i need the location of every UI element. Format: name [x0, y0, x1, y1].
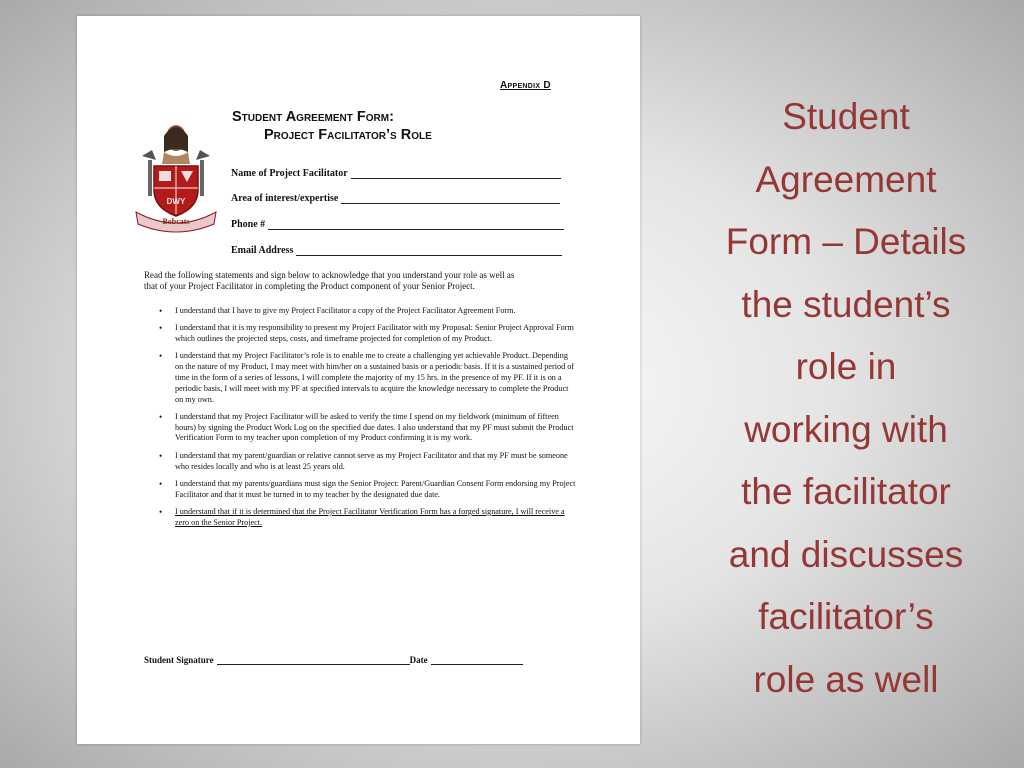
caption-line: the facilitator: [741, 471, 951, 512]
signature-label: Student Signature: [144, 655, 214, 665]
area-of-interest-field[interactable]: [231, 193, 560, 204]
crest-shield-text: DWY: [166, 197, 186, 206]
email-line: [296, 254, 562, 256]
facilitator-name-field[interactable]: [231, 168, 561, 179]
caption-line: Form – Details: [725, 221, 967, 262]
signature-row: [144, 655, 523, 665]
caption-line: role in: [795, 346, 897, 387]
phone-field[interactable]: [231, 219, 564, 230]
date-label: Date: [409, 655, 428, 665]
list-item: [157, 507, 577, 529]
caption-line: working with: [744, 408, 948, 450]
bullet-icon: •: [159, 506, 163, 517]
caption-line: and discusses: [728, 533, 964, 575]
phone-label: Phone #: [231, 219, 266, 230]
instructions-line2: that of your Project Facilitator in completing the Product component of your Senior Project.: [144, 281, 475, 291]
area-of-interest-label: Area of interest/expertise: [231, 193, 339, 204]
instructions-paragraph: [144, 270, 574, 292]
list-item: [157, 351, 577, 405]
slide-caption: [688, 86, 1004, 711]
form-title-line2: Project Facilitator’s Role: [264, 127, 432, 143]
caption-line: the student’s: [741, 283, 951, 325]
caption-line: role as well: [753, 658, 939, 700]
statement-text: I understand that my parent/guardian or relative cannot serve as my Project Facilitator and that my PF must be someone who resides locally and who is at least 25 years old.: [175, 450, 568, 471]
appendix-label: Appendix D: [500, 80, 551, 91]
instructions-line1: Read the following statements and sign below to acknowledge that you understand your role as well as: [144, 270, 515, 280]
bullet-icon: •: [159, 450, 163, 461]
school-crest-logo: [134, 116, 218, 234]
list-item: [157, 412, 577, 444]
list-item: [157, 451, 577, 473]
bullet-icon: •: [159, 306, 163, 316]
date-line[interactable]: [431, 663, 523, 665]
email-label: Email Address: [231, 245, 294, 256]
form-title-line1: Student Agreement Form:: [232, 109, 394, 125]
email-field[interactable]: [231, 245, 562, 256]
bullet-icon: •: [159, 351, 163, 362]
statement-text: I understand that my Project Facilitator will be asked to verify the time I spend on my fieldwork (minimum of fifteen hours) by signing the Product Work Log on the specified due dates. I also understand that my PF must submit the Product Verification Form to my teacher upon completion of my Product confirming it is my work.: [175, 411, 574, 443]
bullet-icon: •: [159, 411, 163, 422]
signature-line[interactable]: [217, 663, 410, 665]
caption-line: facilitator’s: [758, 596, 934, 637]
phone-line: [268, 228, 564, 230]
facilitator-name-label: Name of Project Facilitator: [231, 168, 348, 179]
area-of-interest-line: [341, 202, 560, 204]
statement-text: I understand that if it is determined that the Project Facilitator Verification Form has a forged signature, I will receive a zero on the Senior Project.: [175, 506, 565, 527]
statement-text: I understand that I have to give my Project Facilitator a copy of the Project Facilitator Agreement Form.: [175, 306, 516, 315]
document-page: [77, 16, 640, 744]
bullet-icon: •: [159, 323, 163, 334]
agreement-statements-list: [157, 306, 577, 535]
list-item: [157, 306, 577, 317]
statement-text: I understand that it is my responsibility to present my Project Facilitator with my Proposal: Senior Project Approval Form which outlines the projected steps, costs, and timeframe projected for completion of my Product.: [175, 323, 574, 344]
caption-line: Student: [782, 96, 910, 137]
list-item: [157, 323, 577, 345]
statement-text: I understand that my Project Facilitator’s role is to enable me to create a challenging yet achievable Product. Depending on the nature of my Product, I may meet with him/her on a sustained basis or a periodic basis. If it is a sustained period of time in the form of a series of lessons, I will complete the majority of my 15 hrs. in the presence of my PF. If it is on a periodic basis, I will meet with my PF at specified intervals to acquire the knowledge necessary to complete the Product on my own.: [175, 351, 575, 404]
crest-banner-text: Bobcats: [162, 217, 190, 226]
statement-text: I understand that my parents/guardians must sign the Senior Project: Parent/Guardian Consent Form endorsing my Project Facilitator and that it must be turned in to my teacher by the designated due date.: [175, 478, 576, 499]
bullet-icon: •: [159, 478, 163, 489]
facilitator-name-line: [351, 177, 561, 179]
list-item: [157, 479, 577, 501]
caption-line: Agreement: [755, 158, 937, 200]
